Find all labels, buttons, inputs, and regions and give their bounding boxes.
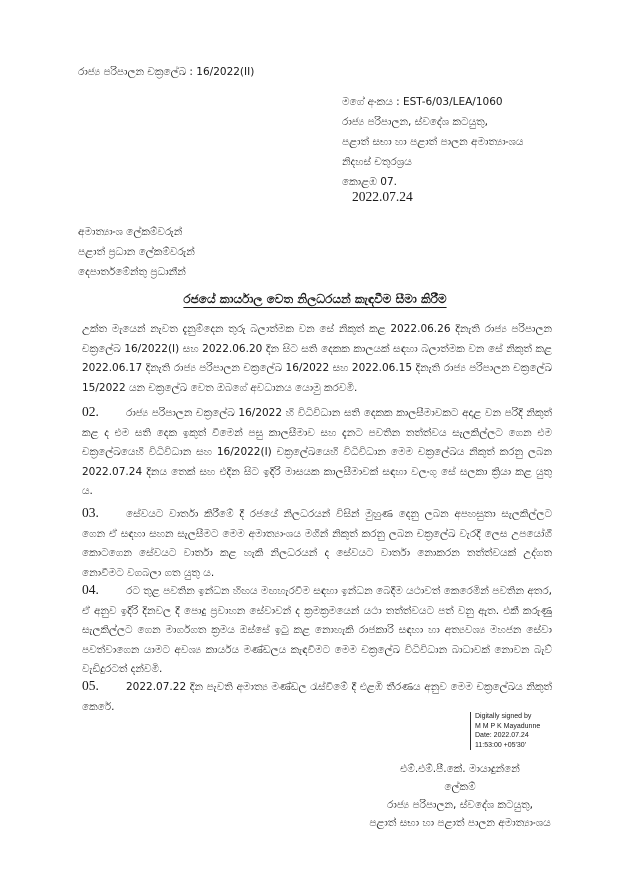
city-line: කොළඹ 07. [342, 176, 397, 188]
paragraph-text: රාජ්‍ය පරිපාලන චක්‍රලේඛ 16/2022 හි විධිවිධාන සති දෙකක කාලසීමාවකට අදාළ වන පරිදි නිකුත් කළ ද එම සති දෙක ඉකුත් වීමෙන් පසු කාලසීමාව සහ දැනට පවතින තත්ත්වය සැලකිල්ලට ගෙන එම චක්‍රලේඛයෙහි විධිවිධාන සහ 16/2022(I) චක්‍රලේඛයෙහි විධිවිධාන මෙම චක්‍රලේඛය නිකුත් කරනු ලබන 2022.07.24 දිනය තෙක් සහ එදින සිට ඉදිරි මාසයක කාලසීමාවක් සඳහා වලංගු සේ සලකා ක්‍රියා කළ යුතු ය. [82, 407, 552, 497]
addressee-1: අමාත්‍යාංශ ලේකම්වරුන් [78, 226, 183, 238]
paragraph-05 [82, 676, 552, 717]
circular-reference: රාජ්‍ය පරිපාලන චක්‍රලේඛ : 16/2022(II) [78, 66, 255, 78]
paragraph-number: 05. [82, 678, 99, 693]
letterhead-block [342, 92, 582, 192]
intro-paragraph: උක්ත මැයෙන් නැවත දැනුම්දෙන තුරු බලාත්මක වන සේ නිකුත් කළ 2022.06.26 දිනැති රාජ්‍ය පරිපාලන චක්‍රලේඛ 16/2022(I) සහ 2022.06.20 දින සිට සති දෙකක කාලයක් සඳහා බලාත්මක වන සේ නිකුත් කළ 2022.06.17 දිනැති රාජ්‍ය පරිපාලන චක්‍රලේඛ 16/2022 සහ 2022.06.15 දිනැති රාජ්‍ය පරිපාලන චක්‍රලේඛ 15/2022 යන චක්‍රලේඛ වෙත ඔබගේ අවධානය යොමු කරවමි. [82, 323, 552, 394]
signatory-ministry-1: රාජ්‍ය පරිපාලන, ස්වදේශ කටයුතු, [387, 799, 533, 811]
signatory-name: එම්.එම්.පී.කේ. මායාදුන්නේ [400, 763, 520, 775]
paragraph-03 [82, 503, 552, 583]
digital-signature-stamp [470, 712, 575, 750]
letter-date: 2022.07.24 [352, 189, 413, 204]
secretariat-line: නිදහස් චතුරශ්‍රය [342, 156, 412, 168]
signatory-ministry-2: පළාත් සභා හා පළාත් පාලන අමාත්‍යාංශය [369, 817, 551, 829]
digital-signature-line-1: Digitally signed by [475, 713, 532, 720]
paragraph-number: 04. [82, 582, 99, 597]
reference-number: මගේ අංකය : EST-6/03/LEA/1060 [342, 96, 503, 108]
addressee-3: දෙපාර්තමේන්තු ප්‍රධානීන් [78, 266, 186, 278]
addressee-block [78, 222, 195, 282]
signatory-block [340, 760, 580, 832]
paragraph-text: රට තුළ පවතින ඉන්ධන හිඟය මඟහැරවීම සඳහා ඉන්ධන බෙදීම යථාවත් කෙරෙමින් පවතින අතර, ඒ අනුව ඉදිරි දිනවල දී පොදු ප්‍රවාහන සේවාවන් ද ක්‍රමක්‍රමයෙන් යථා තත්ත්වයට පත් වනු ඇත. එකී කරුණු සැලකිල්ලට ගෙන මාර්ගගත ක්‍රමය ඔස්සේ ඉටු කළ නොහැකි රාජකාරි සඳහා හා අත්‍යවශ්‍ය මහජන සේවා පවත්වාගෙන යාමට අවශ්‍ය කාර්යය මණ්ඩලය කැඳවීමට මෙම චක්‍රලේඛ විධිවිධාන බාධාවක් නොවන බැව් වැඩිදුරටත් දන්වමි. [82, 585, 552, 675]
paragraph-04 [82, 580, 552, 680]
ministry-line-1: රාජ්‍ය පරිපාලන, ස්වදේශ කටයුතු, [342, 116, 488, 128]
digital-signature-time: 11:53:00 +05'30' [475, 741, 527, 749]
document-title [0, 292, 630, 307]
paragraph-text: සේවයට වාර්තා කිරීමේ දී රජයේ නිලධරයන් විසින් මුහුණ දෙනු ලබන අපහසුතා සැලකිල්ලට ගෙන ඒ සඳහා සහන සැලසීමට මෙම අමාත්‍යාංශය මගින් නිකුත් කරනු ලබන චක්‍රලේඛ වැරදි ලෙස උපයෝගී කොටගෙන සේවයට වාර්තා කළ හැකි නිලධරයන් ද සේවයට වාර්තා නොකරන තත්ත්වයක් උද්ගත නොවීමට වගබලා ගත යුතු ය. [82, 508, 552, 579]
document-title-text: රජයේ කාර්යාල වෙත නිලධරයන් කැඳවීම සීමා කිරීම [183, 292, 447, 306]
paragraph-02 [82, 402, 552, 502]
digital-signature-date: Date: 2022.07.24 [475, 732, 529, 739]
paragraph-number: 03. [82, 505, 99, 520]
ministry-line-2: පළාත් සභා හා පළාත් පාලන අමාත්‍යාංශය [342, 136, 524, 148]
signatory-position: ලේකම් [444, 781, 476, 793]
paragraph-text: 2022.07.22 දින පැවති අමාත්‍ය මණ්ඩල රැස්වීමේ දී එළඹි තීරණය අනුව මෙම චක්‍රලේඛය නිකුත් කෙරේ. [82, 681, 552, 713]
paragraph-number: 02. [82, 404, 99, 419]
addressee-2: පළාත් ප්‍රධාන ලේකම්වරුන් [78, 246, 195, 258]
digital-signature-signer: M M P K Mayadunne [475, 722, 541, 730]
